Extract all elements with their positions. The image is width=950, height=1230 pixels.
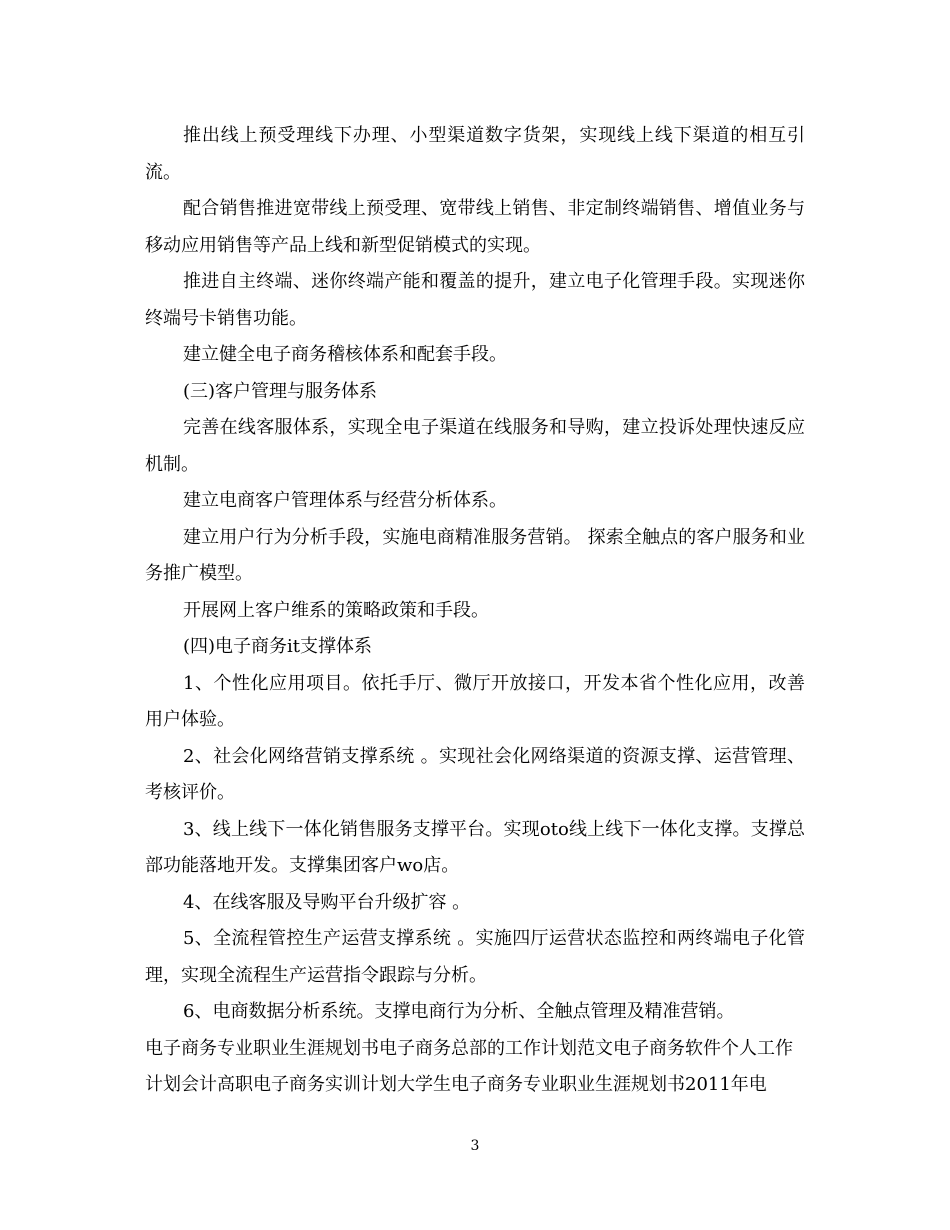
page-number: 3 (470, 1138, 480, 1154)
list-item-2: 2、社会化网络营销支撑系统 。实现社会化网络渠道的资源支撑、运营管理、考核评价。 (145, 745, 805, 803)
list-item-4: 4、在线客服及导购平台升级扩容 。 (183, 891, 471, 913)
paragraph-6: 完善在线客服体系，实现全电子渠道在线服务和导购，建立投诉处理快速反应机制。 (145, 417, 805, 475)
paragraph-3: 推进自主终端、迷你终端产能和覆盖的提升，建立电子化管理手段。实现迷你终端号卡销售功能。 (145, 271, 805, 329)
paragraph-9: 开展网上客户维系的策略政策和手段。 (183, 599, 489, 621)
list-item-5: 5、全流程管控生产运营支撑系统 。实施四厅运营状态监控和两终端电子化管理，实现全流程生产运营指令跟踪与分析。 (145, 928, 805, 986)
paragraph-8: 建立用户行为分析手段，实施电商精准服务营销。 探索全触点的客户服务和业务推广模型。 (145, 526, 805, 584)
list-item-3: 3、线上线下一体化销售服务支撑平台。实现oto线上线下一体化支撑。支撑总部功能落地开发。支撑集团客户wo店。 (145, 818, 805, 876)
section-heading-4: (四)电子商务it支撑体系 (183, 636, 373, 657)
paragraph-7: 建立电商客户管理体系与经营分析体系。 (183, 490, 507, 511)
list-item-6: 6、电商数据分析系统。支撑电商行为分析、全触点管理及精准营销。 (183, 1001, 735, 1022)
related-links-text: 电子商务专业职业生涯规划书电子商务总部的工作计划范文电子商务软件个人工作计划会计高职电子商务实训计划大学生电子商务专业职业生涯规划书2011年电 (145, 1037, 793, 1095)
list-item-1: 1、个性化应用项目。依托手厅、微厅开放接口，开发本省个性化应用，改善用户体验。 (145, 672, 805, 730)
paragraph-1: 推出线上预受理线下办理、小型渠道数字货架，实现线上线下渠道的相互引流。 (145, 125, 805, 183)
paragraph-4: 建立健全电子商务稽核体系和配套手段。 (183, 344, 507, 365)
paragraph-2: 配合销售推进宽带线上预受理、宽带线上销售、非定制终端销售、增值业务与移动应用销售等产品上线和新型促销模式的实现。 (145, 198, 805, 256)
section-heading-3: (三)客户管理与服务体系 (183, 380, 378, 402)
document-body (145, 118, 805, 1104)
